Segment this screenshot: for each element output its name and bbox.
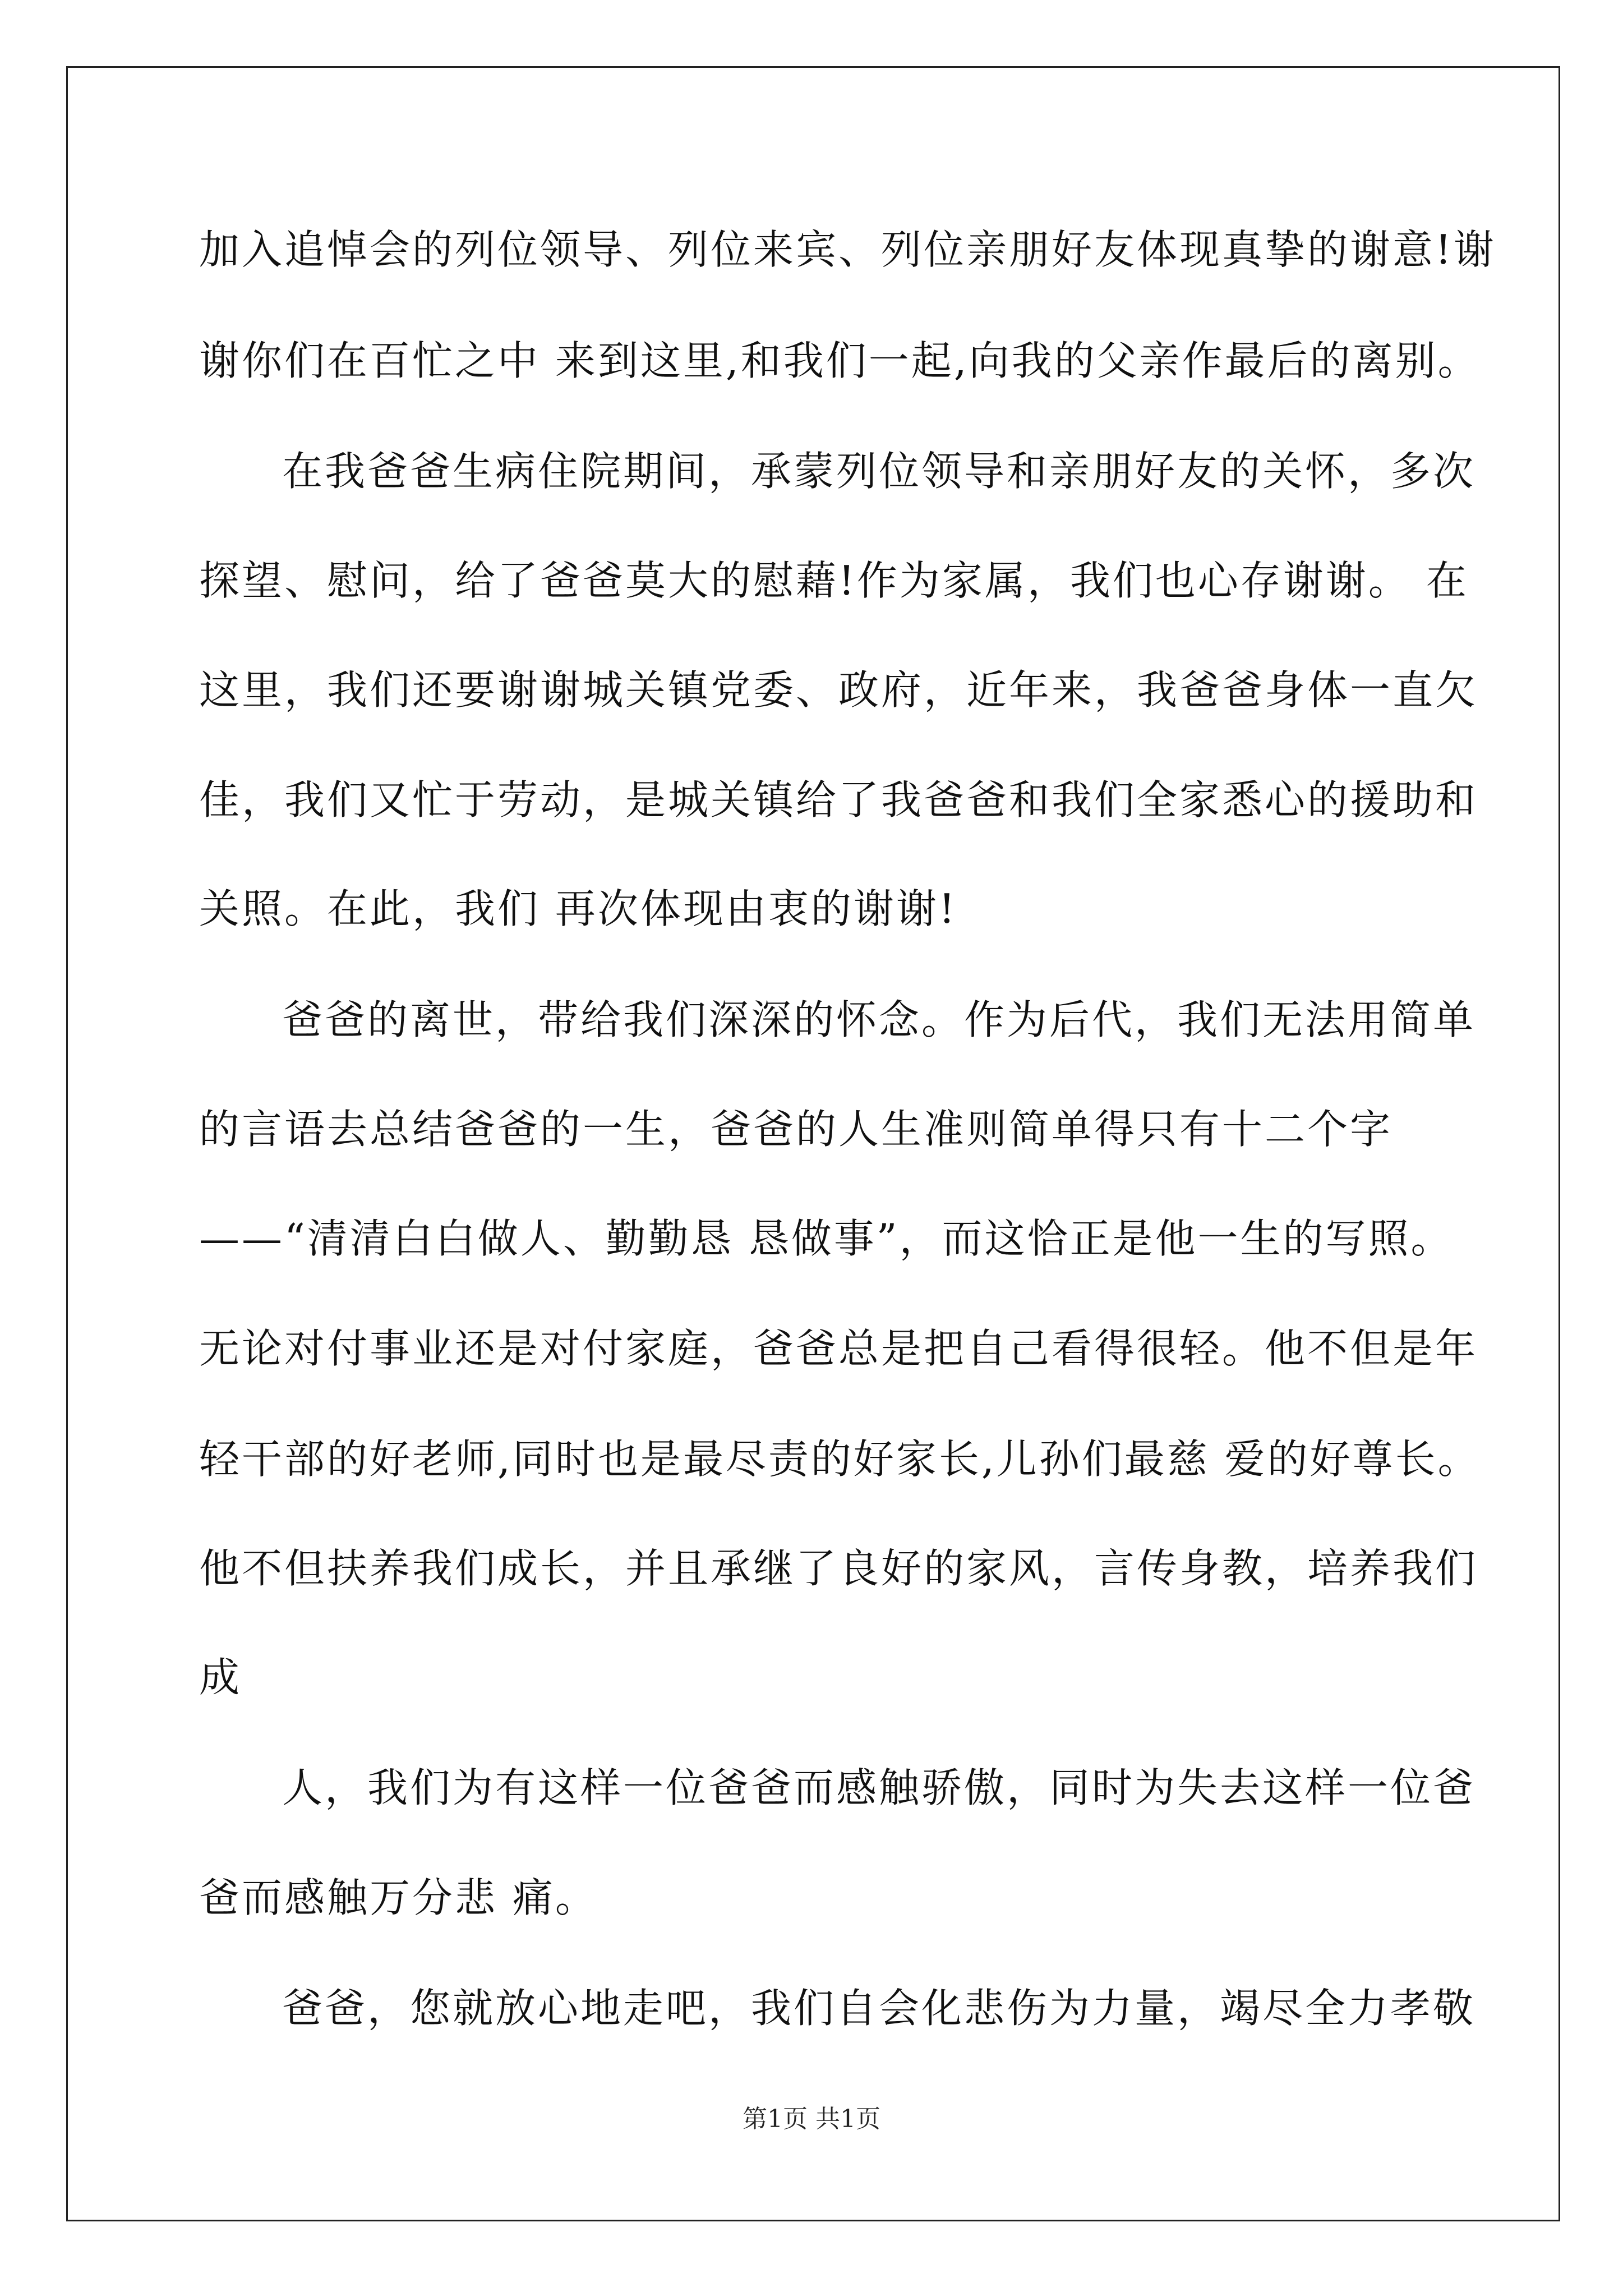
text-line: 爸爸的离世，带给我们深深的怀念。作为后代，我们无法用简单	[282, 996, 1476, 1043]
text-line: 关照。在此，我们 再次体现由衷的谢谢!	[199, 885, 957, 932]
text-line: 轻干部的好老师,同时也是最尽责的好家长,儿孙们最慈 爱的好尊长。	[199, 1435, 1481, 1483]
text-line: 的言语去总结爸爸的一生，爸爸的人生准则简单得只有十二个字	[199, 1106, 1393, 1153]
text-line: 这里，我们还要谢谢城关镇党委、政府，近年来，我爸爸身体一直欠	[199, 666, 1478, 714]
text-line: 谢你们在百忙之中 来到这里,和我们一起,向我的父亲作最后的离别。	[199, 337, 1481, 384]
text-line: 成	[199, 1654, 242, 1701]
text-line: 爸而感触万分悲 痛。	[199, 1874, 598, 1921]
text-line: 加入追悼会的列位领导、列位来宾、列位亲朋好友体现真挚的谢意!谢	[199, 226, 1496, 273]
text-line: 佳，我们又忙于劳动，是城关镇给了我爸爸和我们全家悉心的援助和	[199, 776, 1478, 823]
page-footer: 第1页 共1页	[743, 2105, 880, 2133]
text-line: 在我爸爸生病住院期间，承蒙列位领导和亲朋好友的关怀，多次	[282, 448, 1476, 495]
text-line: 探望、慰问，给了爸爸莫大的慰藉!作为家属，我们也心存谢谢。 在	[199, 557, 1469, 604]
text-line: 无论对付事业还是对付家庭，爸爸总是把自己看得很轻。他不但是年	[199, 1325, 1478, 1372]
text-line: ——“清清白白做人、勤勤恳 恳做事”，而这恰正是他一生的写照。	[199, 1215, 1454, 1262]
text-line: 人，我们为有这样一位爸爸而感触骄傲，同时为失去这样一位爸	[282, 1764, 1476, 1811]
text-line: 爸爸，您就放心地走吧，我们自会化悲伤为力量，竭尽全力孝敬	[282, 1985, 1476, 2032]
text-line: 他不但扶养我们成长，并且承继了良好的家风，言传身教，培养我们	[199, 1545, 1478, 1592]
